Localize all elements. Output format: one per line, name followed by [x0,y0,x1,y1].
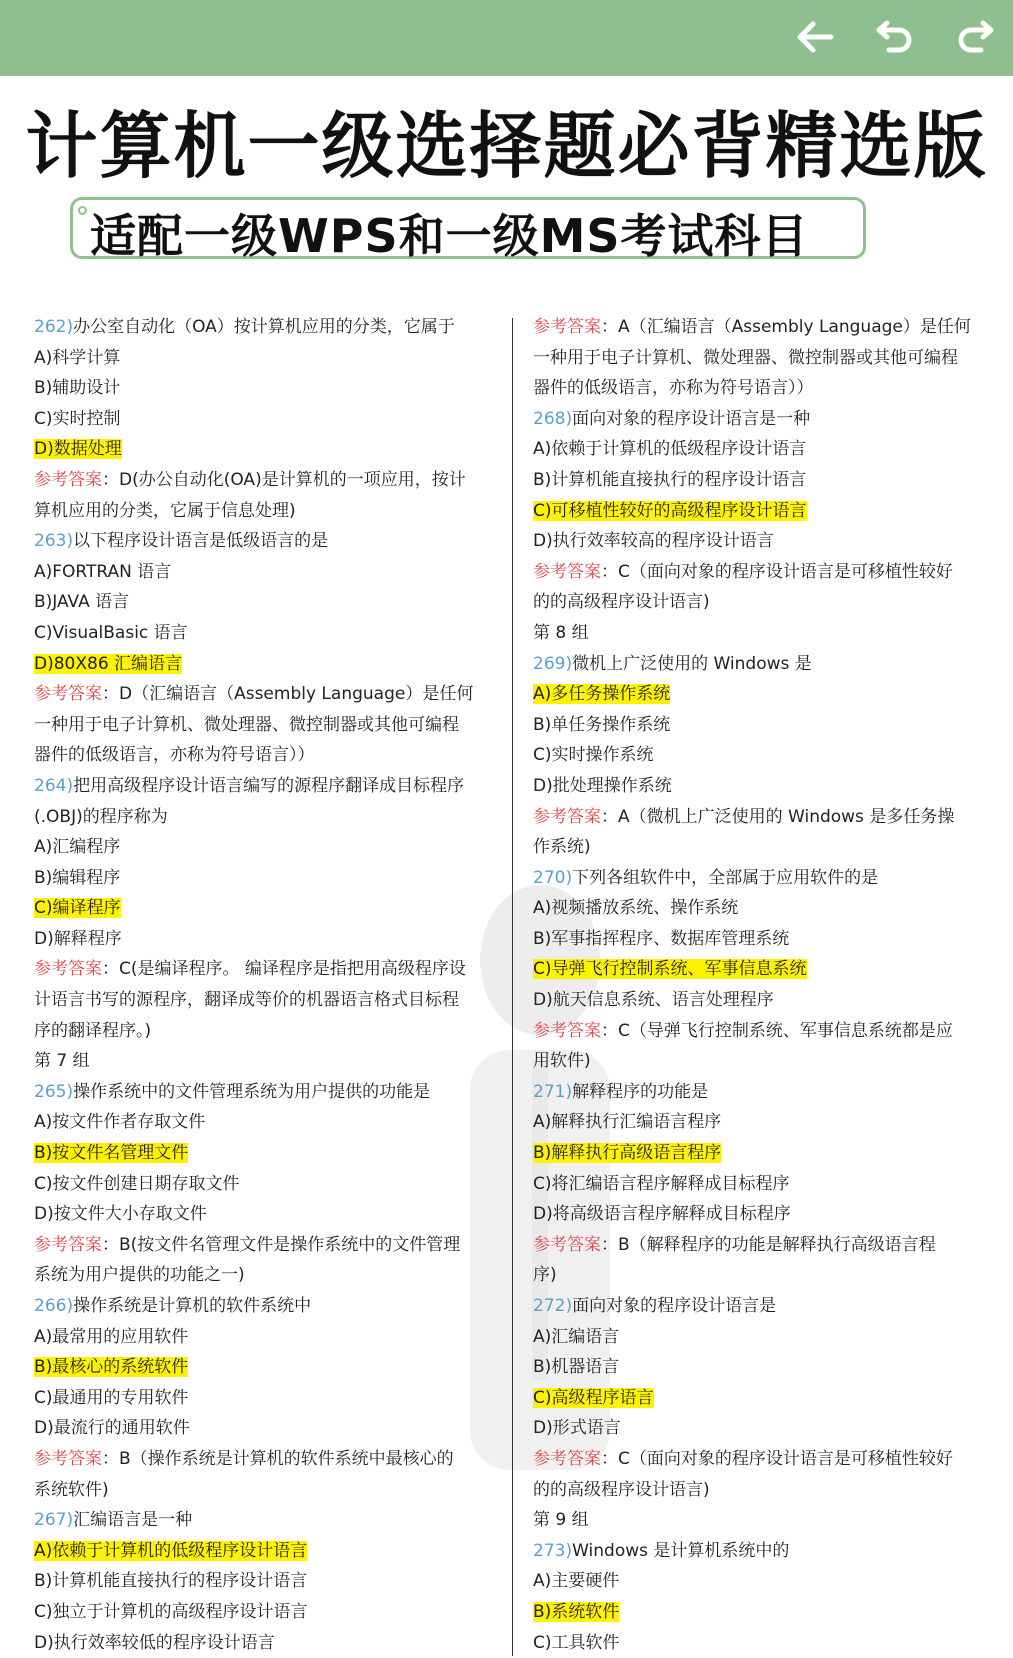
line-text: 第 7 组 [34,1051,90,1072]
answer-label: 参考答案 [34,469,102,490]
line-text: B)编辑程序 [34,867,121,888]
option-line [34,1536,489,1567]
option-line [34,343,489,374]
correct-option-highlight: C)高级程序语言 [533,1387,654,1408]
answer-label: 参考答案 [34,1448,102,1469]
text-line [34,1046,489,1077]
answer-label: 参考答案 [34,684,102,705]
question-number: 265) [34,1081,74,1102]
answer-line [533,1016,985,1047]
line-text: ：B（操作系统是计算机的软件系统中最核心的 [102,1448,454,1469]
page-title: 计算机一级选择题必背精选版 [25,104,988,188]
line-text: ：B（解释程序的功能是解释执行高级语言程 [601,1234,936,1255]
correct-option-highlight: B)最核心的系统软件 [34,1357,189,1378]
answer-label: 参考答案 [533,1448,601,1469]
option-line [34,1322,489,1353]
question-number: 264) [34,775,74,796]
text-line [34,1475,489,1506]
line-text: 器件的低级语言，亦称为符号语言）） [34,745,315,766]
answer-label: 参考答案 [533,1234,601,1255]
answer-label: 参考答案 [533,317,601,337]
option-line [34,1199,489,1230]
line-text: A)汇编程序 [34,837,121,858]
line-text: D)执行效率较低的程序设计语言 [34,1632,275,1653]
line-text: 汇编语言是一种 [73,1510,193,1531]
text-line [533,1046,985,1077]
line-text: C)实时操作系统 [533,745,654,766]
correct-option-highlight: B)系统软件 [533,1601,620,1622]
line-text: ：B(按文件名管理文件是操作系统中的文件管理 [102,1234,461,1255]
question-line [533,404,985,435]
line-text: D)按文件大小存取文件 [34,1204,207,1225]
question-number: 267) [34,1510,74,1531]
option-line [34,1628,489,1658]
question-number: 271) [533,1081,573,1102]
line-text: 操作系统中的文件管理系统为用户提供的功能是 [73,1081,431,1102]
option-line [533,1199,985,1230]
option-line [533,1169,985,1200]
line-text: C)独立于计算机的高级程序设计语言 [34,1601,308,1622]
top-toolbar [0,0,1013,76]
answer-label: 参考答案 [533,806,601,827]
text-line [533,832,985,863]
line-text: 一种用于电子计算机、微处理器、微控制器或其他可编程 [34,714,459,735]
right-question-column [533,312,985,1658]
arrow-left-icon [795,20,835,54]
line-text: A)按文件作者存取文件 [34,1112,206,1133]
question-line [533,1536,985,1567]
option-line [533,1413,985,1444]
question-line [34,1077,489,1108]
subtitle-bullet-icon [78,206,87,215]
option-line [34,1413,489,1444]
option-line [34,1597,489,1628]
answer-label: 参考答案 [34,959,102,980]
redo-icon [955,19,995,55]
line-text: D)航天信息系统、语言处理程序 [533,990,774,1011]
option-line [34,1352,489,1383]
line-text: B)计算机能直接执行的程序设计语言 [533,469,807,490]
option-line [533,985,985,1016]
question-line [34,312,489,343]
line-text: A)最常用的应用软件 [34,1326,189,1347]
answer-line [34,1230,489,1261]
question-number: 270) [533,867,573,888]
line-text: 把用高级程序设计语言编写的源程序翻译成目标程序 [73,775,465,796]
question-line [533,649,985,680]
question-line [34,1505,489,1536]
line-text: B)单任务操作系统 [533,714,671,735]
answer-line [533,802,985,833]
back-button[interactable] [792,14,838,60]
option-line [533,954,985,985]
undo-button[interactable] [872,14,918,60]
line-text: C)工具软件 [533,1632,620,1653]
option-line [34,434,489,465]
line-text: ：A（微机上广泛使用的 Windows 是多任务操 [601,806,955,827]
option-line [34,893,489,924]
line-text: A)视频播放系统、操作系统 [533,898,739,919]
line-text: D)最流行的通用软件 [34,1418,190,1439]
option-line [533,1566,985,1597]
option-line [533,740,985,771]
answer-line [533,557,985,588]
answer-line [533,1444,985,1475]
line-text: B)计算机能直接执行的程序设计语言 [34,1571,308,1592]
line-text: 器件的低级语言，亦称为符号语言）） [533,378,814,399]
text-line [34,1260,489,1291]
line-text: 面向对象的程序设计语言是一种 [572,408,811,429]
line-text: 解释程序的功能是 [572,1081,709,1102]
line-text: 计语言书写的源程序，翻译成等价的机器语言格式目标程 [34,990,459,1011]
option-line [533,1628,985,1658]
text-line [34,740,489,771]
text-line [34,985,489,1016]
line-text: B)军事指挥程序、数据库管理系统 [533,928,790,949]
text-line [34,496,489,527]
option-line [34,1169,489,1200]
line-text: 第 9 组 [533,1510,589,1531]
answer-label: 参考答案 [34,1234,102,1255]
option-line [533,434,985,465]
line-text: D)解释程序 [34,928,122,949]
line-text: A)科学计算 [34,347,121,368]
line-text: ：D（汇编语言（Assembly Language）是任何 [102,684,474,705]
line-text: A)FORTRAN 语言 [34,561,172,582]
line-text: 第 8 组 [533,622,589,643]
line-text: 操作系统是计算机的软件系统中 [73,1296,312,1316]
line-text: D)形式语言 [533,1418,621,1439]
line-text: B)机器语言 [533,1357,620,1378]
line-text: A)依赖于计算机的低级程序设计语言 [533,439,807,460]
question-line [533,1291,985,1322]
line-text: B)辅助设计 [34,378,121,399]
correct-option-highlight: C)导弹飞行控制系统、军事信息系统 [533,959,807,980]
line-text: 序) [533,1265,557,1286]
undo-icon [875,19,915,55]
option-line [34,832,489,863]
option-line [34,649,489,680]
question-number: 273) [533,1540,573,1561]
option-line [34,863,489,894]
line-text: 的的高级程序设计语言) [533,592,710,613]
option-line [34,557,489,588]
line-text: 以下程序设计语言是低级语言的是 [73,531,329,552]
option-line [34,587,489,618]
option-line [533,679,985,710]
question-number: 269) [533,653,573,674]
question-line [34,1291,489,1322]
answer-label: 参考答案 [533,1020,601,1041]
question-line [34,526,489,557]
line-text: A)主要硬件 [533,1571,620,1592]
line-text: ：D(办公自动化(OA)是计算机的一项应用，按计 [102,469,466,490]
line-text: 算机应用的分类，它属于信息处理) [34,500,296,521]
line-text: ：C（导弹飞行控制系统、军事信息系统都是应 [601,1020,953,1041]
option-line [34,1383,489,1414]
text-line [533,1475,985,1506]
line-text: 微机上广泛使用的 Windows 是 [572,653,812,674]
question-number: 272) [533,1296,573,1316]
line-text: C)VisualBasic 语言 [34,622,188,643]
option-line [533,1597,985,1628]
option-line [533,1352,985,1383]
option-line [34,618,489,649]
question-line [533,1077,985,1108]
option-line [533,1383,985,1414]
question-number: 263) [34,531,74,552]
question-line [533,863,985,894]
correct-option-highlight: D)数据处理 [34,439,122,460]
option-line [533,893,985,924]
question-number: 262) [34,317,74,337]
line-text: 系统为用户提供的功能之一) [34,1265,245,1286]
line-text: ：C(是编译程序。 编译程序是指把用高级程序设 [102,959,466,980]
line-text: 面向对象的程序设计语言是 [572,1296,777,1316]
text-line [533,1260,985,1291]
correct-option-highlight: A)依赖于计算机的低级程序设计语言 [34,1540,308,1561]
line-text: B)JAVA 语言 [34,592,130,613]
line-text: C)最通用的专用软件 [34,1387,189,1408]
line-text: (.OBJ)的程序称为 [34,806,168,827]
text-line [533,587,985,618]
option-line [34,1566,489,1597]
option-line [34,373,489,404]
line-text: D)将高级语言程序解释成目标程序 [533,1204,791,1225]
line-text: C)实时控制 [34,408,121,429]
text-line [533,618,985,649]
line-text: 的的高级程序设计语言) [533,1479,710,1500]
option-line [533,1322,985,1353]
question-number: 266) [34,1296,74,1316]
line-text: A)汇编语言 [533,1326,620,1347]
column-divider [512,318,513,1656]
question-number: 268) [533,408,573,429]
option-line [34,1107,489,1138]
line-text: A)解释执行汇编语言程序 [533,1112,722,1133]
option-line [533,1138,985,1169]
answer-line [34,1444,489,1475]
answer-line [533,1230,985,1261]
correct-option-highlight: B)按文件名管理文件 [34,1143,189,1164]
answer-line [533,312,985,343]
page-subtitle: 适配一级WPS和一级MS考试科目 [90,209,809,263]
line-text: ：A（汇编语言（Assembly Language）是任何 [601,317,971,337]
answer-line [34,679,489,710]
line-text: Windows 是计算机系统中的 [572,1540,790,1561]
option-line [533,771,985,802]
left-question-column [34,312,489,1658]
question-line [34,771,489,802]
correct-option-highlight: C)可移植性较好的高级程序设计语言 [533,500,807,521]
text-line [34,710,489,741]
text-line [533,1505,985,1536]
option-line [533,526,985,557]
option-line [533,710,985,741]
text-line [34,802,489,833]
line-text: ：C（面向对象的程序设计语言是可移植性较好 [601,561,953,582]
option-line [533,1107,985,1138]
correct-option-highlight: C)编译程序 [34,898,121,919]
correct-option-highlight: D)80X86 汇编语言 [34,653,183,674]
line-text: 一种用于电子计算机、微处理器、微控制器或其他可编程 [533,347,958,368]
text-line [34,1016,489,1047]
line-text: 用软件) [533,1051,591,1072]
option-line [34,924,489,955]
line-text: 系统软件) [34,1479,109,1500]
line-text: 作系统) [533,837,591,858]
option-line [533,924,985,955]
correct-option-highlight: A)多任务操作系统 [533,684,671,705]
line-text: C)按文件创建日期存取文件 [34,1173,240,1194]
option-line [533,465,985,496]
option-line [533,496,985,527]
line-text: 下列各组软件中，全部属于应用软件的是 [572,867,879,888]
correct-option-highlight: B)解释执行高级语言程序 [533,1143,722,1164]
text-line [533,373,985,404]
answer-line [34,954,489,985]
line-text: ：C（面向对象的程序设计语言是可移植性较好 [601,1448,953,1469]
redo-button[interactable] [952,14,998,60]
line-text: 办公室自动化（OA）按计算机应用的分类，它属于 [73,317,455,337]
line-text: D)批处理操作系统 [533,775,672,796]
text-line [533,343,985,374]
option-line [34,1138,489,1169]
line-text: C)将汇编语言程序解释成目标程序 [533,1173,790,1194]
answer-label: 参考答案 [533,561,601,582]
line-text: D)执行效率较高的程序设计语言 [533,531,774,552]
option-line [34,404,489,435]
answer-line [34,465,489,496]
line-text: 序的翻译程序。) [34,1020,152,1041]
